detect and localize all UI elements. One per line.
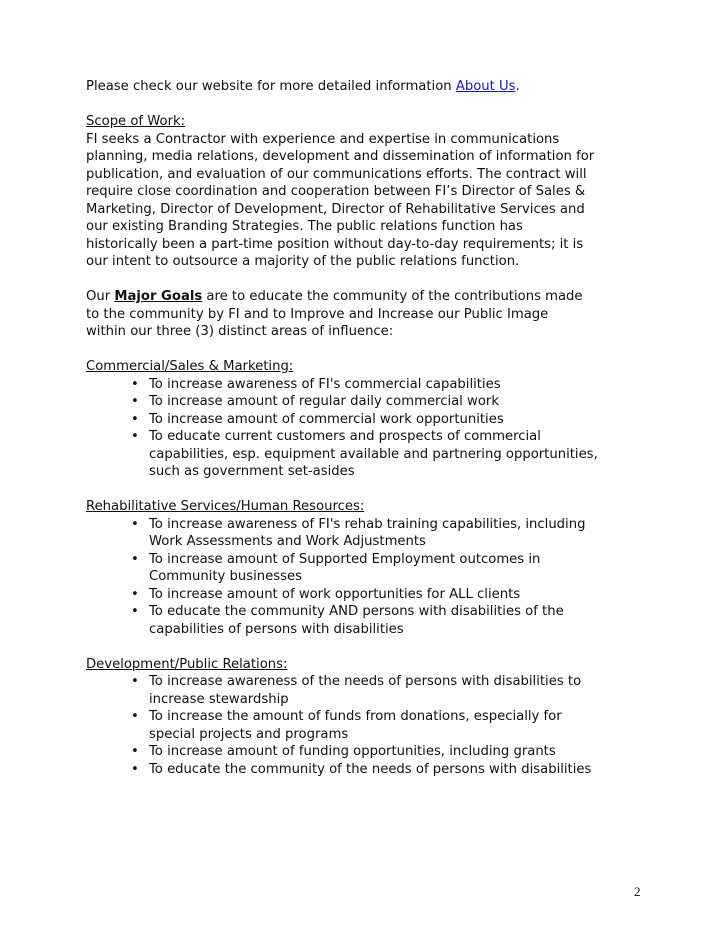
item-line: To increase amount of commercial work opportunities [149, 411, 504, 427]
item-line: such as government set-asides [149, 464, 355, 479]
item-line: capabilities of persons with disabilities [149, 621, 404, 637]
list-item [86, 428, 666, 481]
scope-heading: Scope of Work: [86, 114, 186, 129]
document-page [86, 78, 666, 796]
bullet-list [86, 516, 666, 639]
bullet-icon: • [131, 394, 139, 409]
list-item [86, 551, 666, 586]
list-item [86, 376, 666, 394]
list-item [86, 586, 666, 604]
item-line: To increase amount of Supported Employment outcomes in [149, 551, 541, 567]
bullet-list [86, 376, 666, 481]
bullet-icon: • [131, 516, 139, 532]
item-line: To increase amount of regular daily commercial work [149, 394, 499, 409]
section-heading: Rehabilitative Services/Human Resources: [86, 499, 365, 514]
bullet-icon: • [131, 761, 139, 777]
list-item [86, 743, 666, 761]
scope-line: planning, media relations, development and dissemination of information for [86, 149, 595, 164]
page-number: 2 [634, 884, 641, 899]
bullet-icon: • [131, 604, 139, 619]
item-line: To increase awareness of FI's commercial capabilities [149, 376, 501, 392]
item-line: Work Assessments and Work Adjustments [149, 534, 426, 549]
scope-line: historically been a part-time position without day-to-day requirements; it is [86, 236, 584, 252]
item-line: To increase the amount of funds from donations, especially for [149, 709, 562, 724]
list-item [86, 516, 666, 551]
list-item [86, 708, 666, 743]
scope-line: Marketing, Director of Development, Director of Rehabilitative Services and [86, 201, 585, 217]
about-us-link[interactable]: About Us [455, 79, 516, 94]
item-line: To increase amount of work opportunities for ALL clients [149, 586, 521, 602]
list-item [86, 393, 666, 411]
item-line: special projects and programs [149, 726, 349, 742]
section-commercial [86, 358, 666, 481]
item-line: To increase awareness of FI's rehab training capabilities, including [149, 516, 586, 532]
bullet-icon: • [131, 411, 139, 427]
scope-line: publication, and evaluation of our communications efforts. The contract will [86, 166, 587, 182]
bullet-icon: • [131, 429, 139, 444]
list-item [86, 673, 666, 708]
goals-prefix: Our [86, 289, 115, 304]
item-line: capabilities, esp. equipment available and partnering opportunities, [149, 446, 598, 462]
bullet-list [86, 673, 666, 778]
bullet-icon: • [131, 586, 139, 602]
bullet-icon: • [131, 674, 139, 689]
scope-line: our existing Branding Strategies. The public relations function has [86, 219, 523, 234]
item-line: To educate the community AND persons with disabilities of the [149, 604, 564, 619]
list-item [86, 411, 666, 429]
section-development [86, 656, 666, 779]
bullet-icon: • [131, 744, 139, 759]
major-goals-emphasis: Major Goals [114, 289, 203, 304]
intro-text: Please check our website for more detailed information [86, 79, 456, 94]
item-line: To educate current customers and prospects of commercial [149, 429, 541, 444]
scope-of-work [86, 113, 666, 271]
bullet-icon: • [131, 376, 139, 392]
goals-line1-rest: are to educate the community of the contributions made [202, 289, 583, 304]
list-item [86, 761, 666, 779]
goals-paragraph [86, 288, 666, 341]
goals-line [86, 288, 666, 306]
goals-line: to the community by FI and to Improve and Increase our Public Image [86, 306, 549, 322]
section-heading: Development/Public Relations: [86, 656, 288, 672]
item-line: To increase awareness of the needs of persons with disabilities to [149, 674, 582, 689]
item-line: To increase amount of funding opportunities, including grants [149, 744, 556, 759]
item-line: Community businesses [149, 569, 302, 584]
item-line: To educate the community of the needs of persons with disabilities [149, 761, 592, 777]
goals-line: within our three (3) distinct areas of influence: [86, 324, 394, 339]
bullet-icon: • [131, 709, 139, 724]
scope-line: FI seeks a Contractor with experience and expertise in communications [86, 131, 560, 147]
scope-line: require close coordination and cooperation between FI’s Director of Sales & [86, 184, 586, 199]
section-heading: Commercial/Sales & Marketing: [86, 359, 294, 374]
section-rehabilitative [86, 498, 666, 638]
list-item [86, 603, 666, 638]
intro-end: . [515, 79, 520, 94]
bullet-icon: • [131, 551, 139, 567]
item-line: increase stewardship [149, 691, 289, 707]
scope-line: our intent to outsource a majority of the public relations function. [86, 254, 520, 269]
intro-paragraph [86, 78, 666, 96]
